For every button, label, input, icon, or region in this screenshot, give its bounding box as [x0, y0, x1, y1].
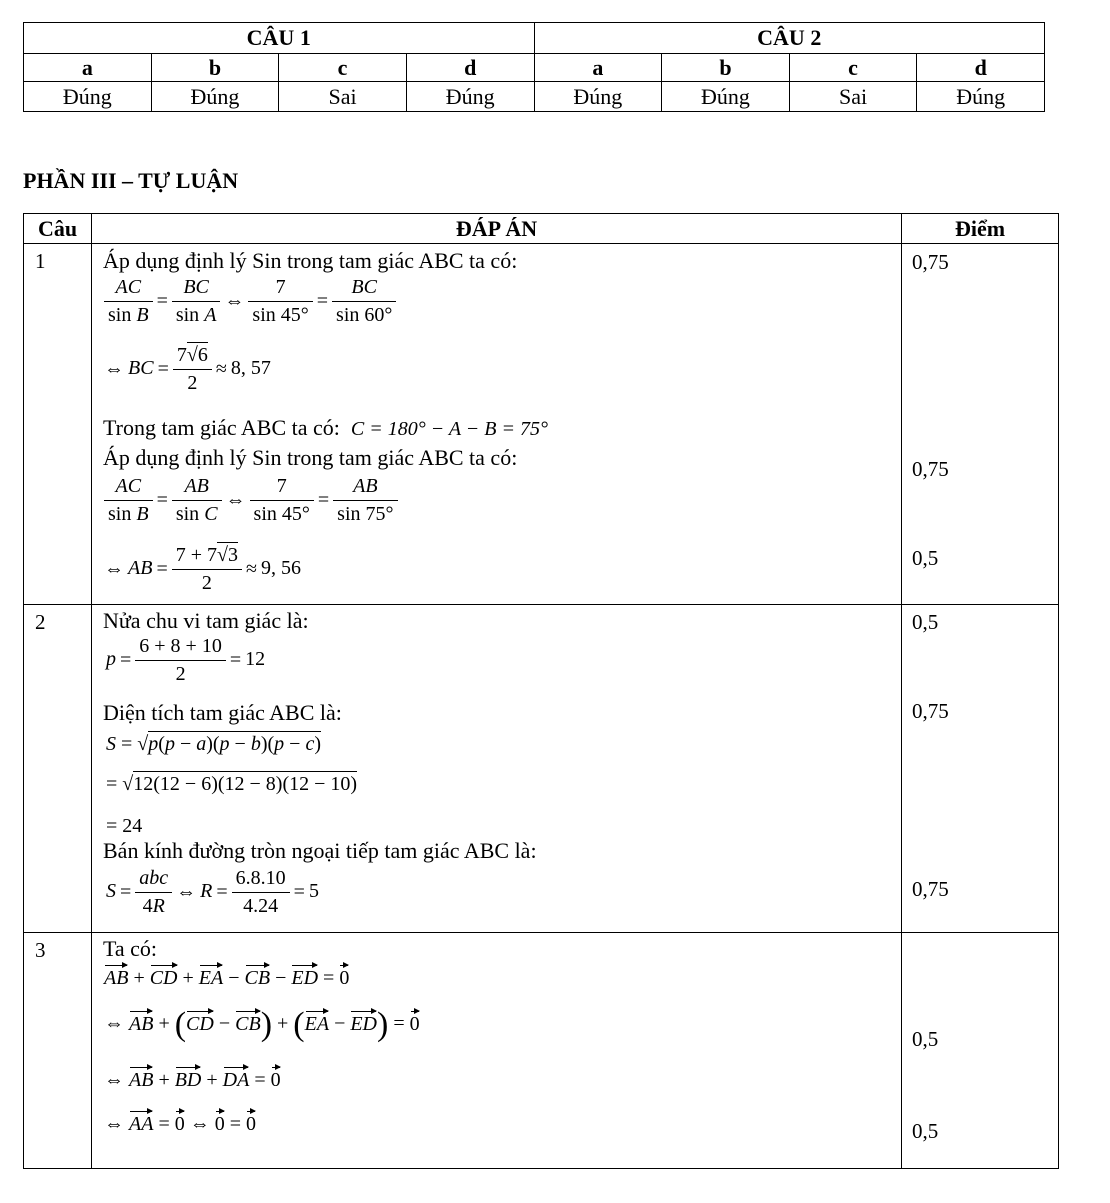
q3-vector-sum: AB + CD + EA − CB − ED = 0	[104, 961, 349, 990]
q2-text-3: Bán kính đường tròn ngoại tiếp tam giác ABC là:	[103, 838, 537, 863]
answer-cell-q1	[92, 244, 902, 605]
points-cell-q1	[902, 244, 1059, 605]
letter-header: d	[406, 54, 534, 82]
answer-cell-q3	[92, 933, 902, 1169]
points-value: 0,5	[912, 1119, 939, 1143]
answer-cell: Đúng	[406, 82, 534, 112]
question-number-cell	[24, 244, 92, 605]
q1-formula-ab-result: ⇔ AB = $\frac{7 + 7√3}{2}$ ≈ 9, 56	[104, 544, 301, 594]
points-value: 0,5	[912, 546, 939, 570]
points-value: 0,75	[912, 699, 949, 723]
question-number-cell	[24, 933, 92, 1169]
q1-text-1: Áp dụng định lý Sin trong tam giác ABC ta có:	[103, 248, 518, 273]
q1-formula-sin-rule-ab: $\frac{AC}{\text{sin B}}$ = $\frac{AB}{\text{sin C}}$ ⇔ $\frac{7}{\sin 45^\circ}$ = $\frac{AB}{\sin 75^\circ}$	[104, 475, 398, 526]
header-question: Câu	[24, 214, 92, 244]
question-number: 3	[35, 938, 46, 962]
letter-header: a	[534, 54, 662, 82]
letter-header: b	[151, 54, 279, 82]
points-value: 0,75	[912, 250, 949, 274]
answer-cell: Sai	[279, 82, 407, 112]
letter-header: c	[279, 54, 407, 82]
q2-formula-heron-substituted: = √12(12 − 6)(12 − 8)(12 − 10)	[106, 773, 358, 795]
group-header-cau-2: CÂU 2	[534, 23, 1045, 54]
q1-text-2: Trong tam giác ABC ta có: C = 180° − A − B = 75°	[103, 415, 548, 440]
essay-answer-table	[23, 213, 1059, 1169]
header-points: Điểm	[902, 214, 1059, 244]
question-number: 2	[35, 610, 46, 634]
question-number-cell	[24, 605, 92, 933]
points-value: 0,5	[912, 610, 939, 634]
q3-vector-grouped: ⇔ AB + (CD − CB) + (EA − ED) = 0	[104, 1006, 420, 1043]
answer-cell: Đúng	[662, 82, 790, 112]
answer-cell: Đúng	[917, 82, 1045, 112]
letter-header: b	[662, 54, 790, 82]
section-title: PHẦN III – TỰ LUẬN	[23, 168, 239, 193]
answer-cell: Sai	[789, 82, 917, 112]
points-value: 0,5	[912, 1027, 939, 1051]
q2-text-1: Nửa chu vi tam giác là:	[103, 608, 309, 633]
points-value: 0,75	[912, 457, 949, 481]
points-value: 0,75	[912, 877, 949, 901]
q3-text-1: Ta có:	[103, 936, 158, 961]
points-cell-q2	[902, 605, 1059, 933]
q1-formula-bc-result: ⇔ BC = $\frac{7√6}{2}$ ≈ 8, 57	[104, 344, 271, 394]
question-number: 1	[35, 249, 46, 273]
q1-formula-sin-rule-bc: $\frac{AC}{\text{sin B}}$ = $\frac{BC}{\text{sin A}}$ ⇔ $\frac{7}{\sin 45^\circ}$ = $\frac{BC}{\sin 60^\circ}$	[104, 276, 396, 327]
letter-header: c	[789, 54, 917, 82]
answer-cell: Đúng	[534, 82, 662, 112]
header-answer: ĐÁP ÁN	[92, 214, 902, 244]
q2-formula-area-result: = 24	[106, 815, 143, 837]
q2-formula-heron: S = √p(p − a)(p − b)(p − c)	[106, 733, 321, 755]
q2-formula-semiperimeter: p = $\frac{6 + 8 + 10}{2}$ = 12	[106, 635, 266, 685]
q3-vector-simplified: ⇔ AB + BD + DA = 0	[104, 1063, 281, 1092]
q2-formula-circumradius: S = $\frac{\text{abc}}{4R}$ ⇔ R = $\frac{6.8.10}{4.24}$ = 5	[106, 867, 319, 917]
answer-cell-q2	[92, 605, 902, 933]
answer-cell: Đúng	[151, 82, 279, 112]
group-header-cau-1: CÂU 1	[24, 23, 535, 54]
points-cell-q3	[902, 933, 1059, 1169]
answer-cell: Đúng	[24, 82, 152, 112]
letter-header: a	[24, 54, 152, 82]
true-false-answer-table	[23, 22, 1045, 112]
letter-header: d	[917, 54, 1045, 82]
q2-text-2: Diện tích tam giác ABC là:	[103, 700, 342, 725]
q3-vector-result: ⇔ AA = 0 ⇔ 0 = 0	[104, 1107, 256, 1136]
q1-text-3: Áp dụng định lý Sin trong tam giác ABC ta có:	[103, 445, 518, 470]
